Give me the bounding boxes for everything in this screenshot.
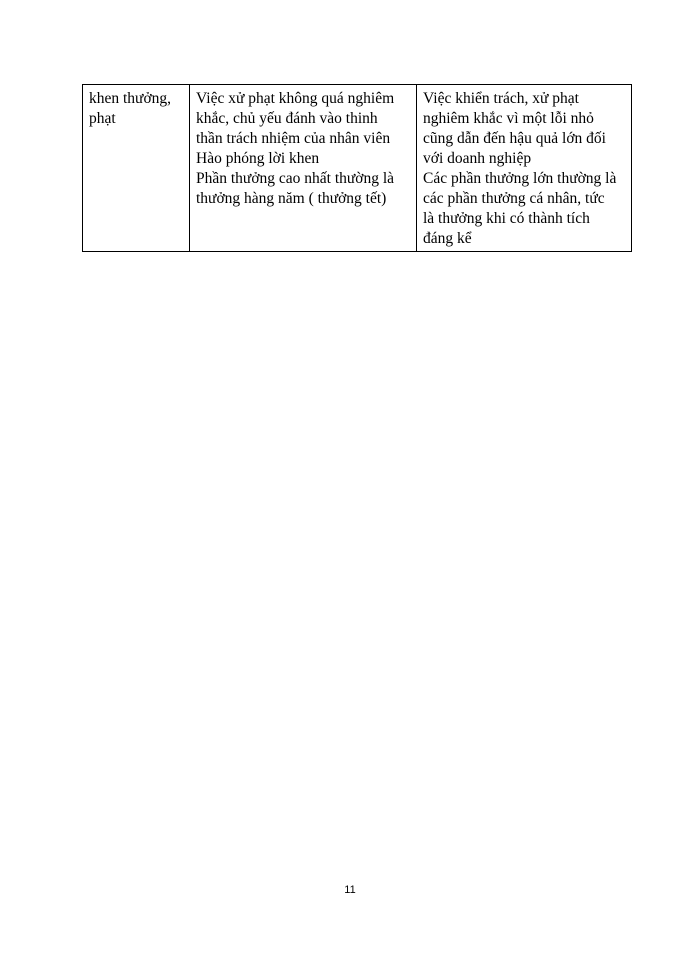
table-cell-label <box>83 85 190 252</box>
cell-text-line: thưởng hàng năm ( thưởng tết) <box>196 190 387 207</box>
cell-text-line: Việc khiển trách, xử phạt <box>423 90 579 107</box>
comparison-table <box>82 84 632 252</box>
table-row <box>83 85 632 252</box>
page-number: 11 <box>344 884 356 896</box>
cell-text-line: Hào phóng lời khen <box>196 150 320 167</box>
cell-text-line: khắc, chủ yếu đánh vào thinh <box>196 110 378 127</box>
table-cell-column-2 <box>190 85 417 252</box>
cell-text-line: là thưởng khi có thành tích <box>423 210 590 227</box>
cell-text-line: cũng dẫn đến hậu quả lớn đối <box>423 130 606 147</box>
cell-text-line: Phần thưởng cao nhất thường là <box>196 170 395 187</box>
cell-text-line: nghiêm khắc vì một lỗi nhỏ <box>423 110 594 127</box>
cell-text-line: đáng kể <box>423 230 472 247</box>
cell-text-line: các phần thưởng cá nhân, tức <box>423 190 605 207</box>
cell-text-line: Việc xử phạt không quá nghiêm <box>196 90 395 107</box>
cell-text-line: phạt <box>89 110 116 127</box>
cell-text-line: khen thưởng, <box>89 90 172 107</box>
cell-text-line: với doanh nghiệp <box>423 150 532 167</box>
cell-text-line: Các phần thưởng lớn thường là <box>423 170 617 187</box>
cell-text-line: thần trách nhiệm của nhân viên <box>196 130 391 147</box>
table-cell-column-3 <box>417 85 632 252</box>
